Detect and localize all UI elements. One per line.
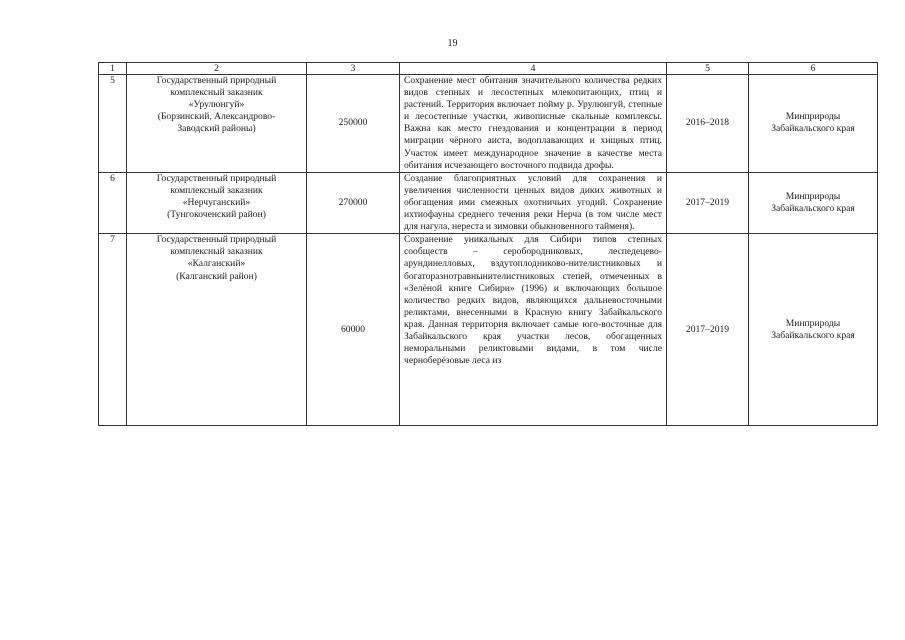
row-number: 6 [99,172,127,233]
row-number: 7 [99,234,127,426]
reserves-table [98,62,878,426]
reserve-responsible [749,234,878,426]
reserve-name [127,75,307,173]
reserve-period: 2017–2019 [667,234,749,426]
header-cell-5: 5 [667,63,749,75]
reserve-period: 2017–2019 [667,172,749,233]
reserve-responsible [749,75,878,173]
header-cell-1: 1 [99,63,127,75]
reserve-name-line: (Тунгокоченский район) [167,209,266,221]
reserve-name-line: «Урулюнгуй» [188,99,245,111]
responsible-line: Забайкальского края [771,329,855,341]
reserve-name [127,234,307,426]
header-cell-6: 6 [749,63,878,75]
reserve-name-line: «Калганский» [187,258,246,270]
responsible-line: Минприроды [785,317,841,329]
table-row [99,234,878,426]
row-number: 5 [99,75,127,173]
reserve-description: Создание благоприятных условий для сохранения и увеличения численности ценных видов диких животных и обогащения ими смежных охотничьих угодий. Сохранение ихтиофауны среднего течения реки Нерча (в том числе мест для нагула, нереста и зимовки обыкновенного тайменя). [400,172,667,233]
reserve-name-line: комплексный заказник [170,87,263,99]
reserve-period: 2016–2018 [667,75,749,173]
responsible-line: Минприроды [785,190,841,202]
reserve-area: 270000 [307,172,400,233]
reserve-name-line: комплексный заказник [170,246,263,258]
reserve-name-line: Государственный природный [156,234,277,246]
header-row [99,63,878,75]
reserve-responsible [749,172,878,233]
responsible-line: Минприроды [785,111,841,123]
reserve-name-line: «Нерчуганский» [182,196,251,208]
reserve-name-line: Государственный природный [156,75,277,86]
table-row [99,172,878,233]
reserve-area: 250000 [307,75,400,173]
page-number: 19 [447,38,458,49]
reserve-name-line: (Борзинский, Александрово- [157,111,276,123]
reserve-description: Сохранение мест обитания значительного количества редких видов степных и лесостепных млекопитающих, птиц и растений. Территория включает пойму р. Урулюнгуй, степные и лесостепные участки, живописные скальные комплексы. Важна как место гнездования и концентрации в период миграции чёрного аиста, водоплавающих и хищных птиц. Участок имеет международное значение в качестве места обитания исчезающего восточного подвида дрофы. [400,75,667,173]
reserve-name-line: Заводский районы) [177,123,256,135]
reserve-name [127,172,307,233]
responsible-line: Забайкальского края [771,123,855,135]
reserve-area: 60000 [307,234,400,426]
responsible-line: Забайкальского края [771,202,855,214]
reserve-description-text: Сохранение уникальных для Сибири типов степных сообществ – серобородниковых, леспедецево-арундинелловых, вздутоплодниково-нителистниковых и богаторазнотравнынителистниковых степей, отмеченных в «Зелёной книге Сибири» (1996) и включающих большое количество редких видов, являющихся дальневосточными реликтами, внесенными в Красную книгу Забайкальского края. Данная территория включает самые юго-восточные для Забайкальского края участки лесов, обогащенных неморальными реликтовыми видами, в том числе черноберёзовые леса из [404,234,662,367]
reserve-description [400,234,667,426]
reserve-name-line: Государственный природный [156,172,277,184]
reserve-name-line: комплексный заказник [170,184,263,196]
header-cell-4: 4 [400,63,667,75]
table-row [99,75,878,173]
header-cell-3: 3 [307,63,400,75]
reserve-name-line: (Калганский район) [176,270,257,282]
header-cell-2: 2 [127,63,307,75]
